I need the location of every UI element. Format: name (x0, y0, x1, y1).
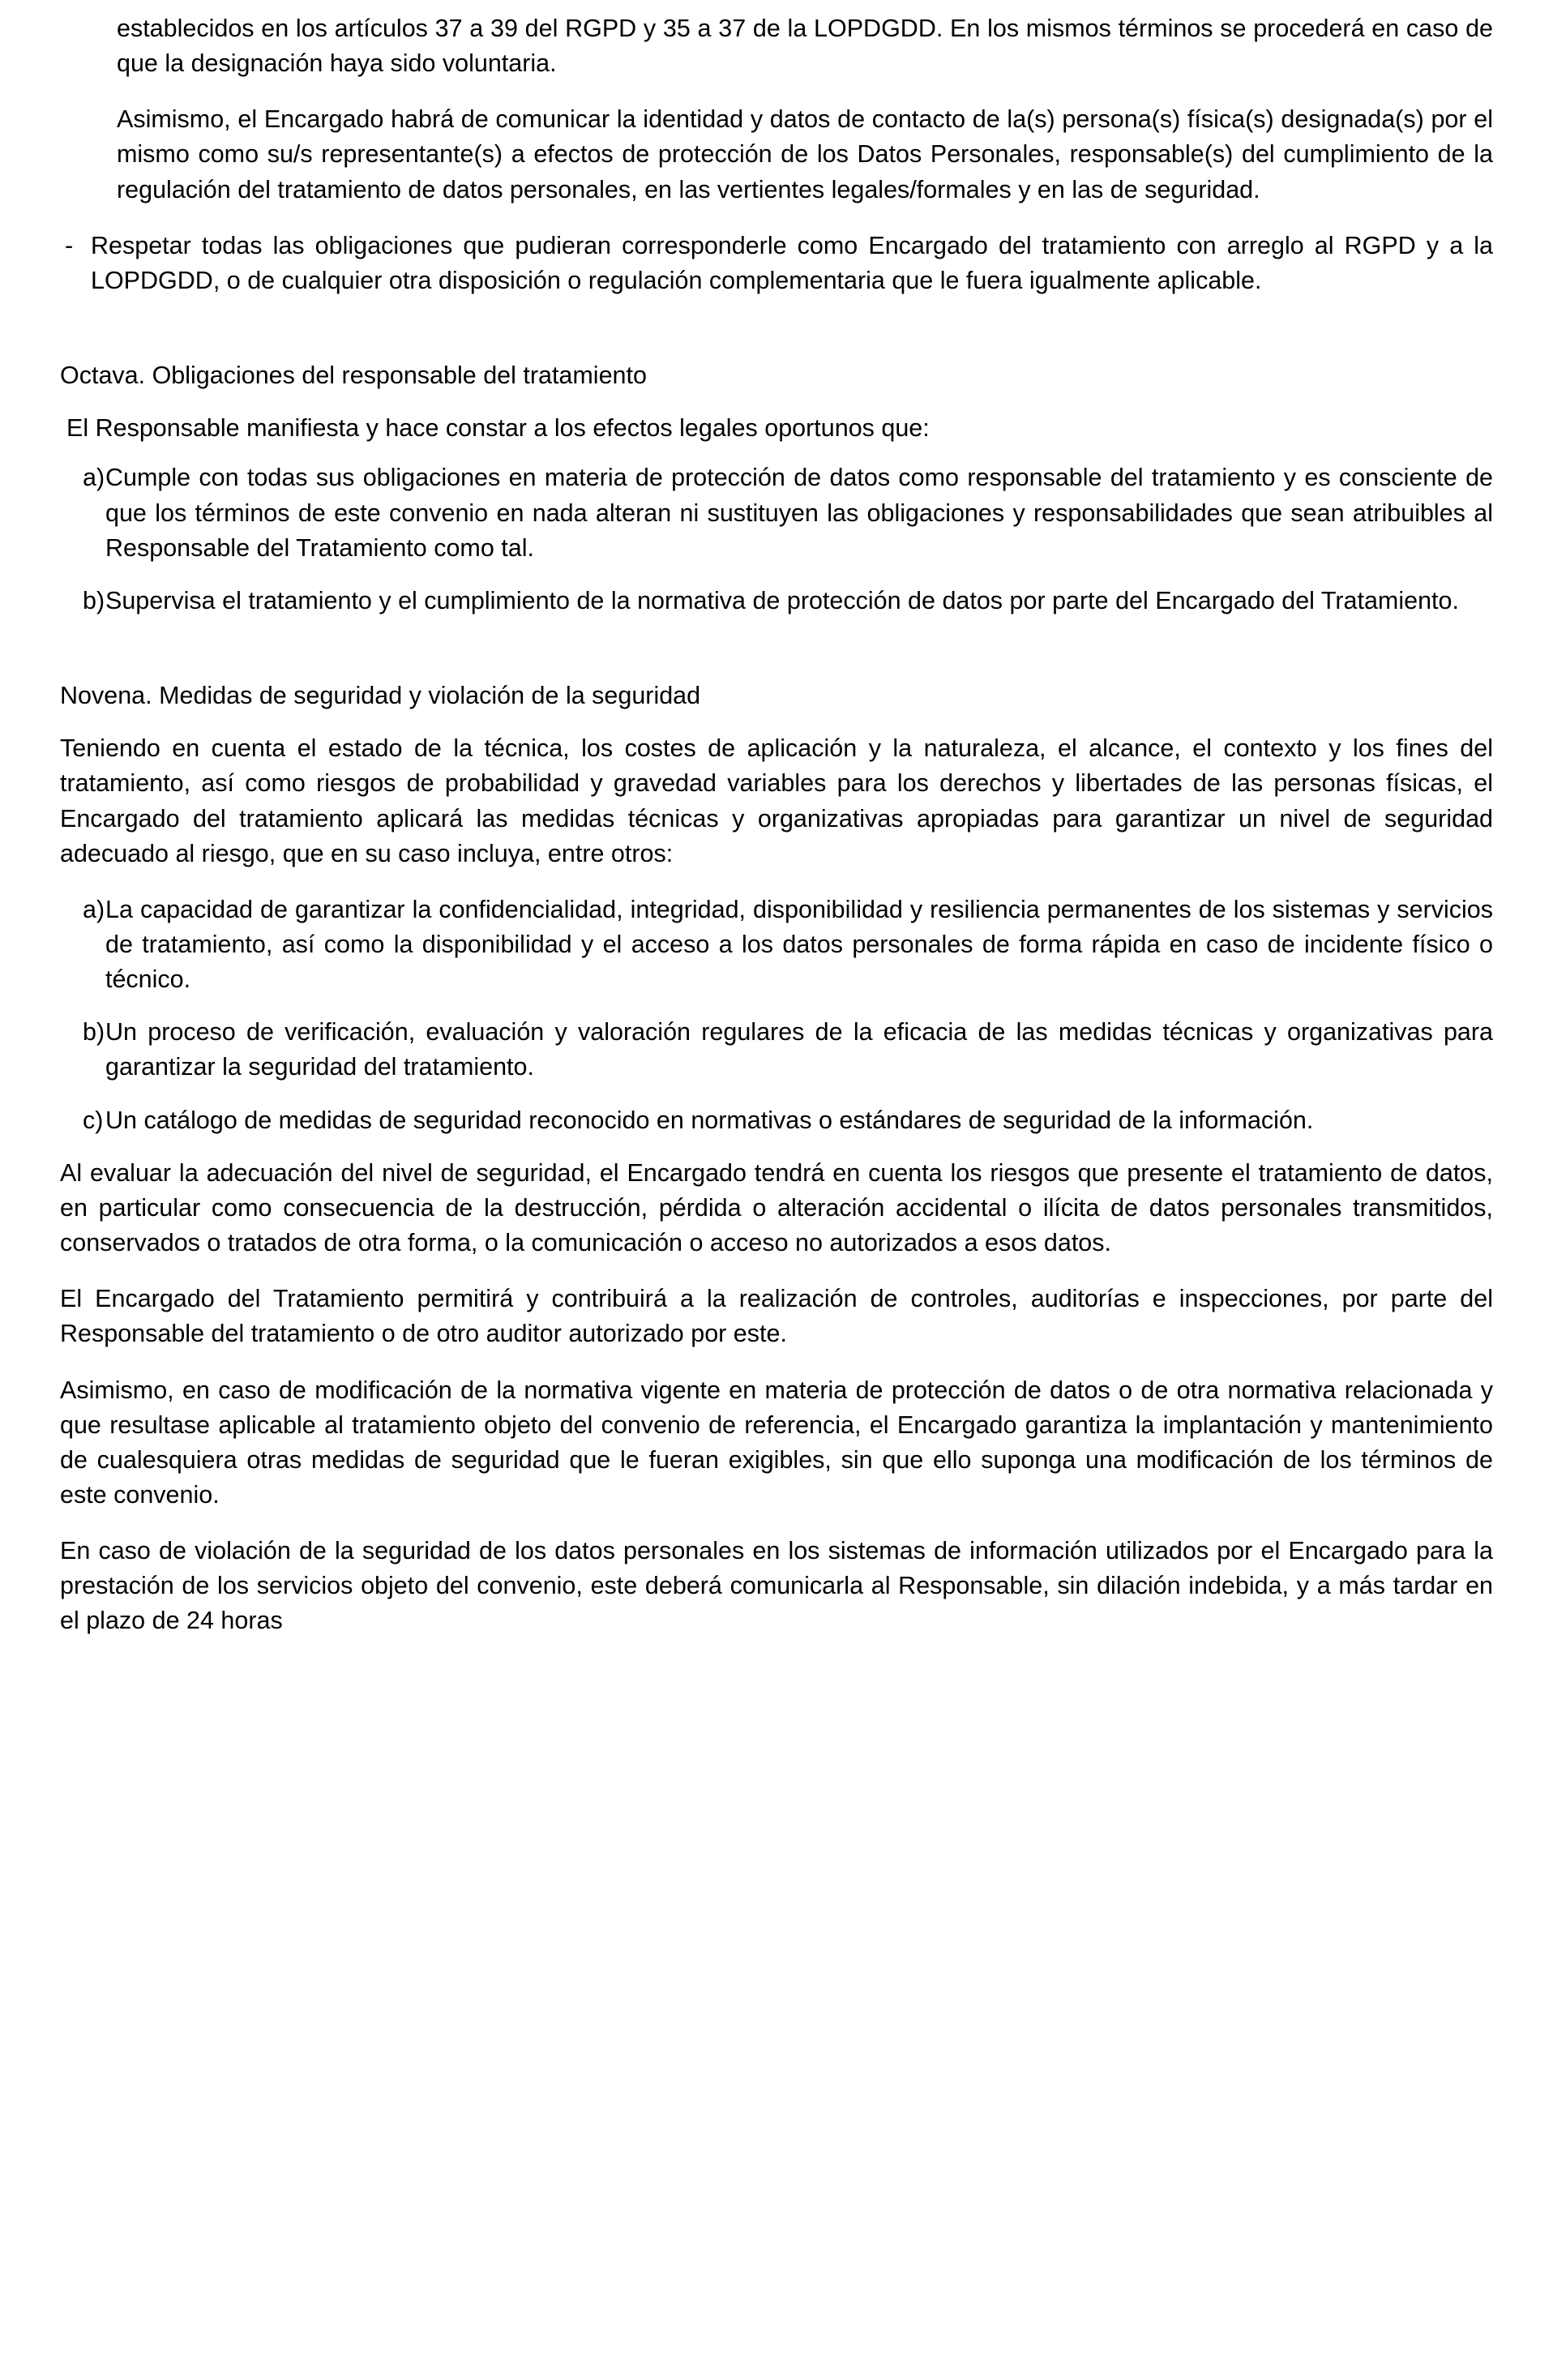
section-spacer (60, 636, 1493, 678)
clause-novena-paragraph-2: El Encargado del Tratamiento permitirá y contribuirá a la realización de controles, auditorías e inspecciones, por parte del Responsable del tratamiento o de otro auditor autorizado por este. (60, 1285, 1493, 1348)
list-item (60, 892, 1493, 997)
list-item-text: Un catálogo de medidas de seguridad reconocido en normativas o estándares de seguridad de la información. (105, 1106, 1314, 1134)
dash-list (60, 229, 1493, 298)
section-spacer (60, 316, 1493, 358)
list-marker: - (65, 231, 74, 259)
list-marker: b) (83, 586, 105, 614)
list-item-text: Supervisa el tratamiento y el cumplimiento de la normativa de protección de datos por parte del Encargado del Tratamiento. (105, 586, 1459, 614)
list-item (60, 1103, 1493, 1138)
list-marker: a) (83, 464, 105, 492)
clause-octava-lead: El Responsable manifiesta y hace constar a los efectos legales oportunos que: (66, 414, 930, 443)
list-item (60, 584, 1493, 619)
list-item (60, 229, 1493, 298)
list-marker: b) (83, 1018, 105, 1047)
list-marker: a) (83, 895, 105, 923)
clause-novena-paragraph-4: En caso de violación de la seguridad de los datos personales en los sistemas de información utilizados por el Encargado para la prestación de los servicios objeto del convenio, este deberá comunicarla al Responsable, sin dilación indebida, y a más tardar en el plazo de 24 horas (60, 1537, 1493, 1635)
list-marker: c) (83, 1106, 104, 1134)
paragraph-asimismo-representantes: Asimismo, el Encargado habrá de comunicar la identidad y datos de contacto de la(s) persona(s) física(s) designada(s) por el mismo como su/s representante(s) a efectos de protección de los Datos Personales, responsable(s) del cumplimiento de la regulación del tratamiento de datos personales, en las vertientes legales/formales y en las de seguridad. (117, 105, 1493, 203)
list-item-text: Cumple con todas sus obligaciones en materia de protección de datos como responsable del tratamiento y es consciente de que los términos de este convenio en nada alteran ni sustituyen las obligaciones y responsabilidades que sean atribuibles al Responsable del Tratamiento como tal. (105, 464, 1493, 562)
list-item-text: Respetar todas las obligaciones que pudieran corresponderle como Encargado del tratamiento con arreglo al RGPD y a la LOPDGDD, o de cualquier otra disposición o regulación complementaria que le fuera igualmente aplicable. (91, 231, 1493, 294)
clause-octava-list (60, 460, 1493, 619)
clause-novena-paragraph-3: Asimismo, en caso de modificación de la normativa vigente en materia de protección de datos o de otra normativa relacionada y que resultase aplicable al tratamiento objeto del convenio de referencia, el Encargado garantiza la implantación y mantenimiento de cualesquiera otras medidas de seguridad que le fueran exigibles, sin que ello suponga una modificación de los términos de este convenio. (60, 1376, 1493, 1509)
paragraph-continuation: establecidos en los artículos 37 a 39 del RGPD y 35 a 37 de la LOPDGDD. En los mismos términos se procederá en caso de que la designación haya sido voluntaria. (117, 15, 1493, 78)
list-item-text: Un proceso de verificación, evaluación y valoración regulares de la eficacia de las medidas técnicas y organizativas para garantizar la seguridad del tratamiento. (105, 1018, 1493, 1081)
clause-octava-heading: Octava. Obligaciones del responsable del tratamiento (60, 362, 647, 390)
clause-novena-lead: Teniendo en cuenta el estado de la técnica, los costes de aplicación y la naturaleza, el alcance, el contexto y los fines del tratamiento, así como riesgos de probabilidad y gravedad variables para los derechos y libertades de las personas físicas, el Encargado del tratamiento aplicará las medidas técnicas y organizativas apropiadas para garantizar un nivel de seguridad adecuado al riesgo, que en su caso incluya, entre otros: (60, 734, 1493, 867)
list-item-text: La capacidad de garantizar la confidencialidad, integridad, disponibilidad y resiliencia permanentes de los sistemas y servicios de tratamiento, así como la disponibilidad y el acceso a los datos personales de forma rápida en caso de incidente físico o técnico. (105, 895, 1493, 994)
list-item (60, 1015, 1493, 1085)
list-item (60, 460, 1493, 565)
clause-novena-list (60, 892, 1493, 1138)
clause-novena-heading: Novena. Medidas de seguridad y violación de la seguridad (60, 682, 701, 710)
clause-novena-paragraph-1: Al evaluar la adecuación del nivel de seguridad, el Encargado tendrá en cuenta los riesgos que presente el tratamiento de datos, en particular como consecuencia de la destrucción, pérdida o alteración accidental o ilícita de datos personales transmitidos, conservados o tratados de otra forma, o la comunicación o acceso no autorizados a esos datos. (60, 1158, 1493, 1257)
